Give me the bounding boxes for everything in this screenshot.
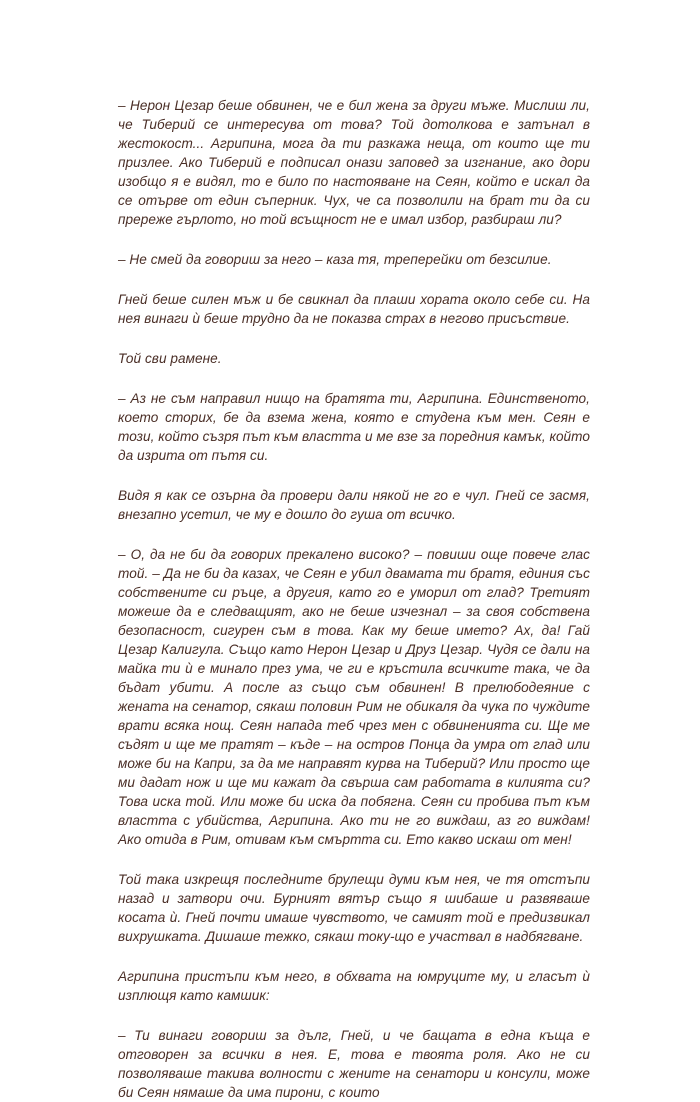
paragraph-9: Агрипина пристъпи към него, в обхвата на юмруците му, и гласът ѝ изплющя като камшик:	[118, 969, 590, 1003]
paragraph-7: – О, да не би да говорих прекалено високо? – повиши още повече глас той. – Да не би да казах, че Сеян е убил двамата ти братя, единия със собствените си ръце, а другия, като го е уморил от глад? Третият можеше да е следващият, ако не беше изчезнал – за своя собствена безопасност, сигурен съм в това. Как му беше името? Ах, да! Гай Цезар Калигула. Също като Нерон Цезар и Друз Цезар. Чудя се дали на майка ти ѝ е минало през ума, че ги е кръстила всичките така, че да бъдат убити. А после аз също съм обвинен! В прелюбодеяние с жената на сенатор, сякаш половин Рим не обикаля да чука по чуждите врати всяка нощ. Сеян напада теб чрез мен с обвиненията си. Ще ме съдят и ще ме пратят – къде – на остров Понца да умра от глад или може би на Капри, за да ме направят курва на Тиберий? Или просто ще ми дадат нож и ще ми кажат да свърша сам работата в килията си? Това иска той. Или може би иска да побягна. Сеян си пробива път към властта с убийства, Агрипина. Ако ти не го виждаш, аз го виждам! Ако отида в Рим, отивам към смъртта си. Ето какво искаш от мен!	[118, 547, 590, 847]
paragraph-2: – Не смей да говориш за него – каза тя, треперейки от безсилие.	[118, 252, 552, 267]
paragraph-6: Видя я как се озърна да провери дали някой не го е чул. Гней се засмя, внезапно усетил, че му е дошло до гуша от всичко.	[118, 488, 590, 522]
paragraph-8: Той така изкрещя последните брулещи думи към нея, че тя отстъпи назад и затвори очи. Бурният вятър също я шибаше и развяваше косата ѝ. Гней почти имаше чувството, че самият той е предизвикал вихрушката. Дишаше тежко, сякаш току-що е участвал в надбягване.	[118, 872, 590, 944]
paragraph-5: – Аз не съм направил нищо на братята ти, Агрипина. Единственото, което сторих, бе да взема жена, която е студена към мен. Сеян е този, който съзря път към властта и ме взе за поредния камък, който да изрита от пътя си.	[118, 391, 590, 463]
paragraph-1: – Нерон Цезар беше обвинен, че е бил жена за други мъже. Мислиш ли, че Тиберий се интересува от това? Той дотолкова е затънал в жестокост... Агрипина, мога да ти разкажа неща, от които ще ти призлее. Ако Тиберий е подписал онази заповед за изгнание, ако дори изобщо я е видял, то е било по настояване на Сеян, който е искал да се отърве от един съперник. Чух, че са позволили на брат ти да си пререже гърлото, но той всъщност не е имал избор, разбираш ли?	[118, 98, 590, 227]
paragraph-3: Гней беше силен мъж и бе свикнал да плаши хората около себе си. На нея винаги ѝ беше трудно да не показва страх в негово присъствие.	[118, 292, 590, 326]
paragraph-4: Той сви рамене.	[118, 351, 222, 366]
paragraph-10: – Ти винаги говориш за дълг, Гней, и че бащата в една къща е отговорен за всички в нея. Е, това е твоята роля. Ако не си позволяваше такива волности с жените на сенатори и консули, може би Сеян нямаше да има пирони, с които	[118, 1028, 590, 1100]
